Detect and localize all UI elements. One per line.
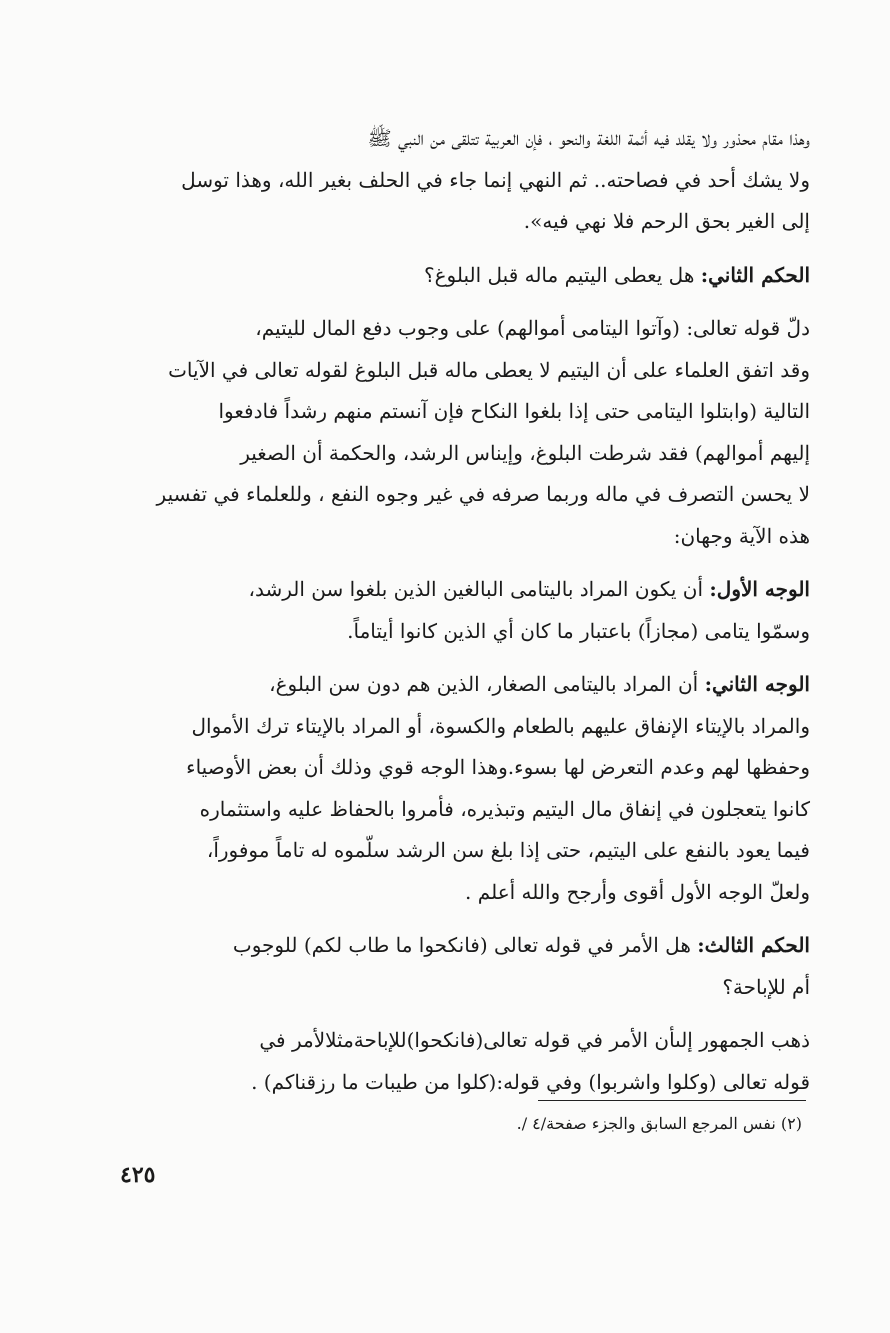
line-text: قوله تعالى (وكلوا واشربوا) وفي قوله:(كلوا من طيبات ما رزقناكم) .: [251, 1069, 810, 1094]
line-text: ولا يشك أحد في فصاحته.. ثم النهي إنما جاء في الحلف بغير الله، وهذا توسل: [181, 167, 810, 192]
text-line: [132, 474, 810, 516]
line-text: أن المراد باليتامى الصغار، الذين هم دون سن البلوغ،: [269, 672, 699, 696]
line-text: وقد اتفق العلماء على أن اليتيم لا يعطى ماله قبل البلوغ لقوله تعالى في الآيات: [168, 357, 810, 382]
line-text: فيما يعود بالنفع على اليتيم، حتى إذا بلغ سن الرشد سلّموه له تاماً موفوراً،: [206, 838, 810, 862]
text-line: [132, 611, 810, 653]
paragraph: [132, 925, 810, 1008]
text-line: [132, 747, 810, 789]
text-line: [132, 255, 810, 297]
text-line: [132, 201, 810, 243]
footnote: (٢) نفس المرجع السابق والجزء صفحة/٤ /.: [516, 1114, 802, 1133]
line-text: التالية (وابتلوا اليتامى حتى إذا بلغوا النكاح فإن آنستم منهم رشداً فادفعوا: [218, 399, 810, 423]
line-text: كانوا يتعجلون في إنفاق مال اليتيم وتبذيره، فأمروا بالحفاظ عليه واستثماره: [199, 796, 810, 821]
section-heading: الحكم الثالث:: [697, 933, 810, 957]
text-line: [132, 308, 810, 350]
text-line: [132, 569, 810, 611]
line-text: ذهب الجمهور إلىأن الأمر في قوله تعالى(فانكحوا)للإباحةمثلالأمر في: [259, 1028, 810, 1052]
line-text: ولعلّ الوجه الأول أقوى وأرجح والله أعلم .: [465, 879, 810, 904]
text-line: [132, 706, 810, 748]
text-line: [132, 391, 810, 433]
paragraph: [132, 255, 810, 297]
line-text: هذه الآية وجهان:: [673, 523, 810, 548]
text-line: [132, 664, 810, 706]
text-line: [132, 160, 810, 202]
text-line: [132, 967, 810, 1009]
line-text: لا يحسن التصرف في ماله وربما صرفه في غير وجوه النفع ، وللعلماء في تفسير: [156, 482, 810, 506]
text-line: [132, 789, 810, 831]
line-text: هل الأمر في قوله تعالى (فانكحوا ما طاب لكم) للوجوب: [232, 933, 691, 957]
line-text: وحفظها لهم وعدم التعرض لها بسوء.وهذا الوجه قوي وذلك أن بعض الأوصياء: [186, 755, 810, 779]
footnote-divider: [538, 1100, 806, 1101]
body-text: [132, 118, 810, 1103]
paragraph: [132, 1020, 810, 1103]
page-number: ٤٢٥: [120, 1162, 156, 1188]
section-heading: الوجه الثاني:: [704, 672, 810, 696]
text-line: [132, 1020, 810, 1062]
line-text: إليهم أموالهم) فقد شرطت البلوغ، وإيناس الرشد، والحكمة أن الصغير: [240, 440, 810, 465]
text-line: [132, 1062, 810, 1104]
text-line: [132, 433, 810, 475]
line-text: هل يعطى اليتيم ماله قبل البلوغ؟: [423, 262, 695, 287]
line-text: والمراد بالإيتاء الإنفاق عليهم بالطعام والكسوة، أو المراد بالإيتاء ترك الأموال: [191, 713, 810, 738]
line-text: إلى الغير بحق الرحم فلا نهي فيه».: [523, 209, 810, 233]
line-text: دلّ قوله تعالى: (وآتوا اليتامى أموالهم) على وجوب دفع المال لليتيم،: [255, 316, 810, 340]
text-line: [132, 872, 810, 914]
line-text: أم للإباحة؟: [722, 974, 810, 999]
paragraph: [132, 664, 810, 913]
text-line: [132, 516, 810, 558]
paragraph: [132, 308, 810, 557]
line-text: وسمّوا يتامى (مجازاً) باعتبار ما كان أي الذين كانوا أيتاماً.: [347, 618, 810, 643]
text-line: [132, 925, 810, 967]
text-line: [132, 350, 810, 392]
paragraph: [132, 569, 810, 652]
line-text: أن يكون المراد باليتامى البالغين الذين بلغوا سن الرشد،: [248, 577, 704, 601]
line-text: وهذا مقام محذور ولا يقلد فيه أئمة اللغة والنحو ، فإن العربية تتلقى من النبي ﷺ: [367, 126, 810, 150]
paragraph: [132, 118, 810, 243]
section-heading: الوجه الأول:: [709, 577, 810, 601]
section-heading: الحكم الثاني:: [700, 262, 810, 287]
text-line: [132, 118, 810, 160]
text-line: [132, 830, 810, 872]
